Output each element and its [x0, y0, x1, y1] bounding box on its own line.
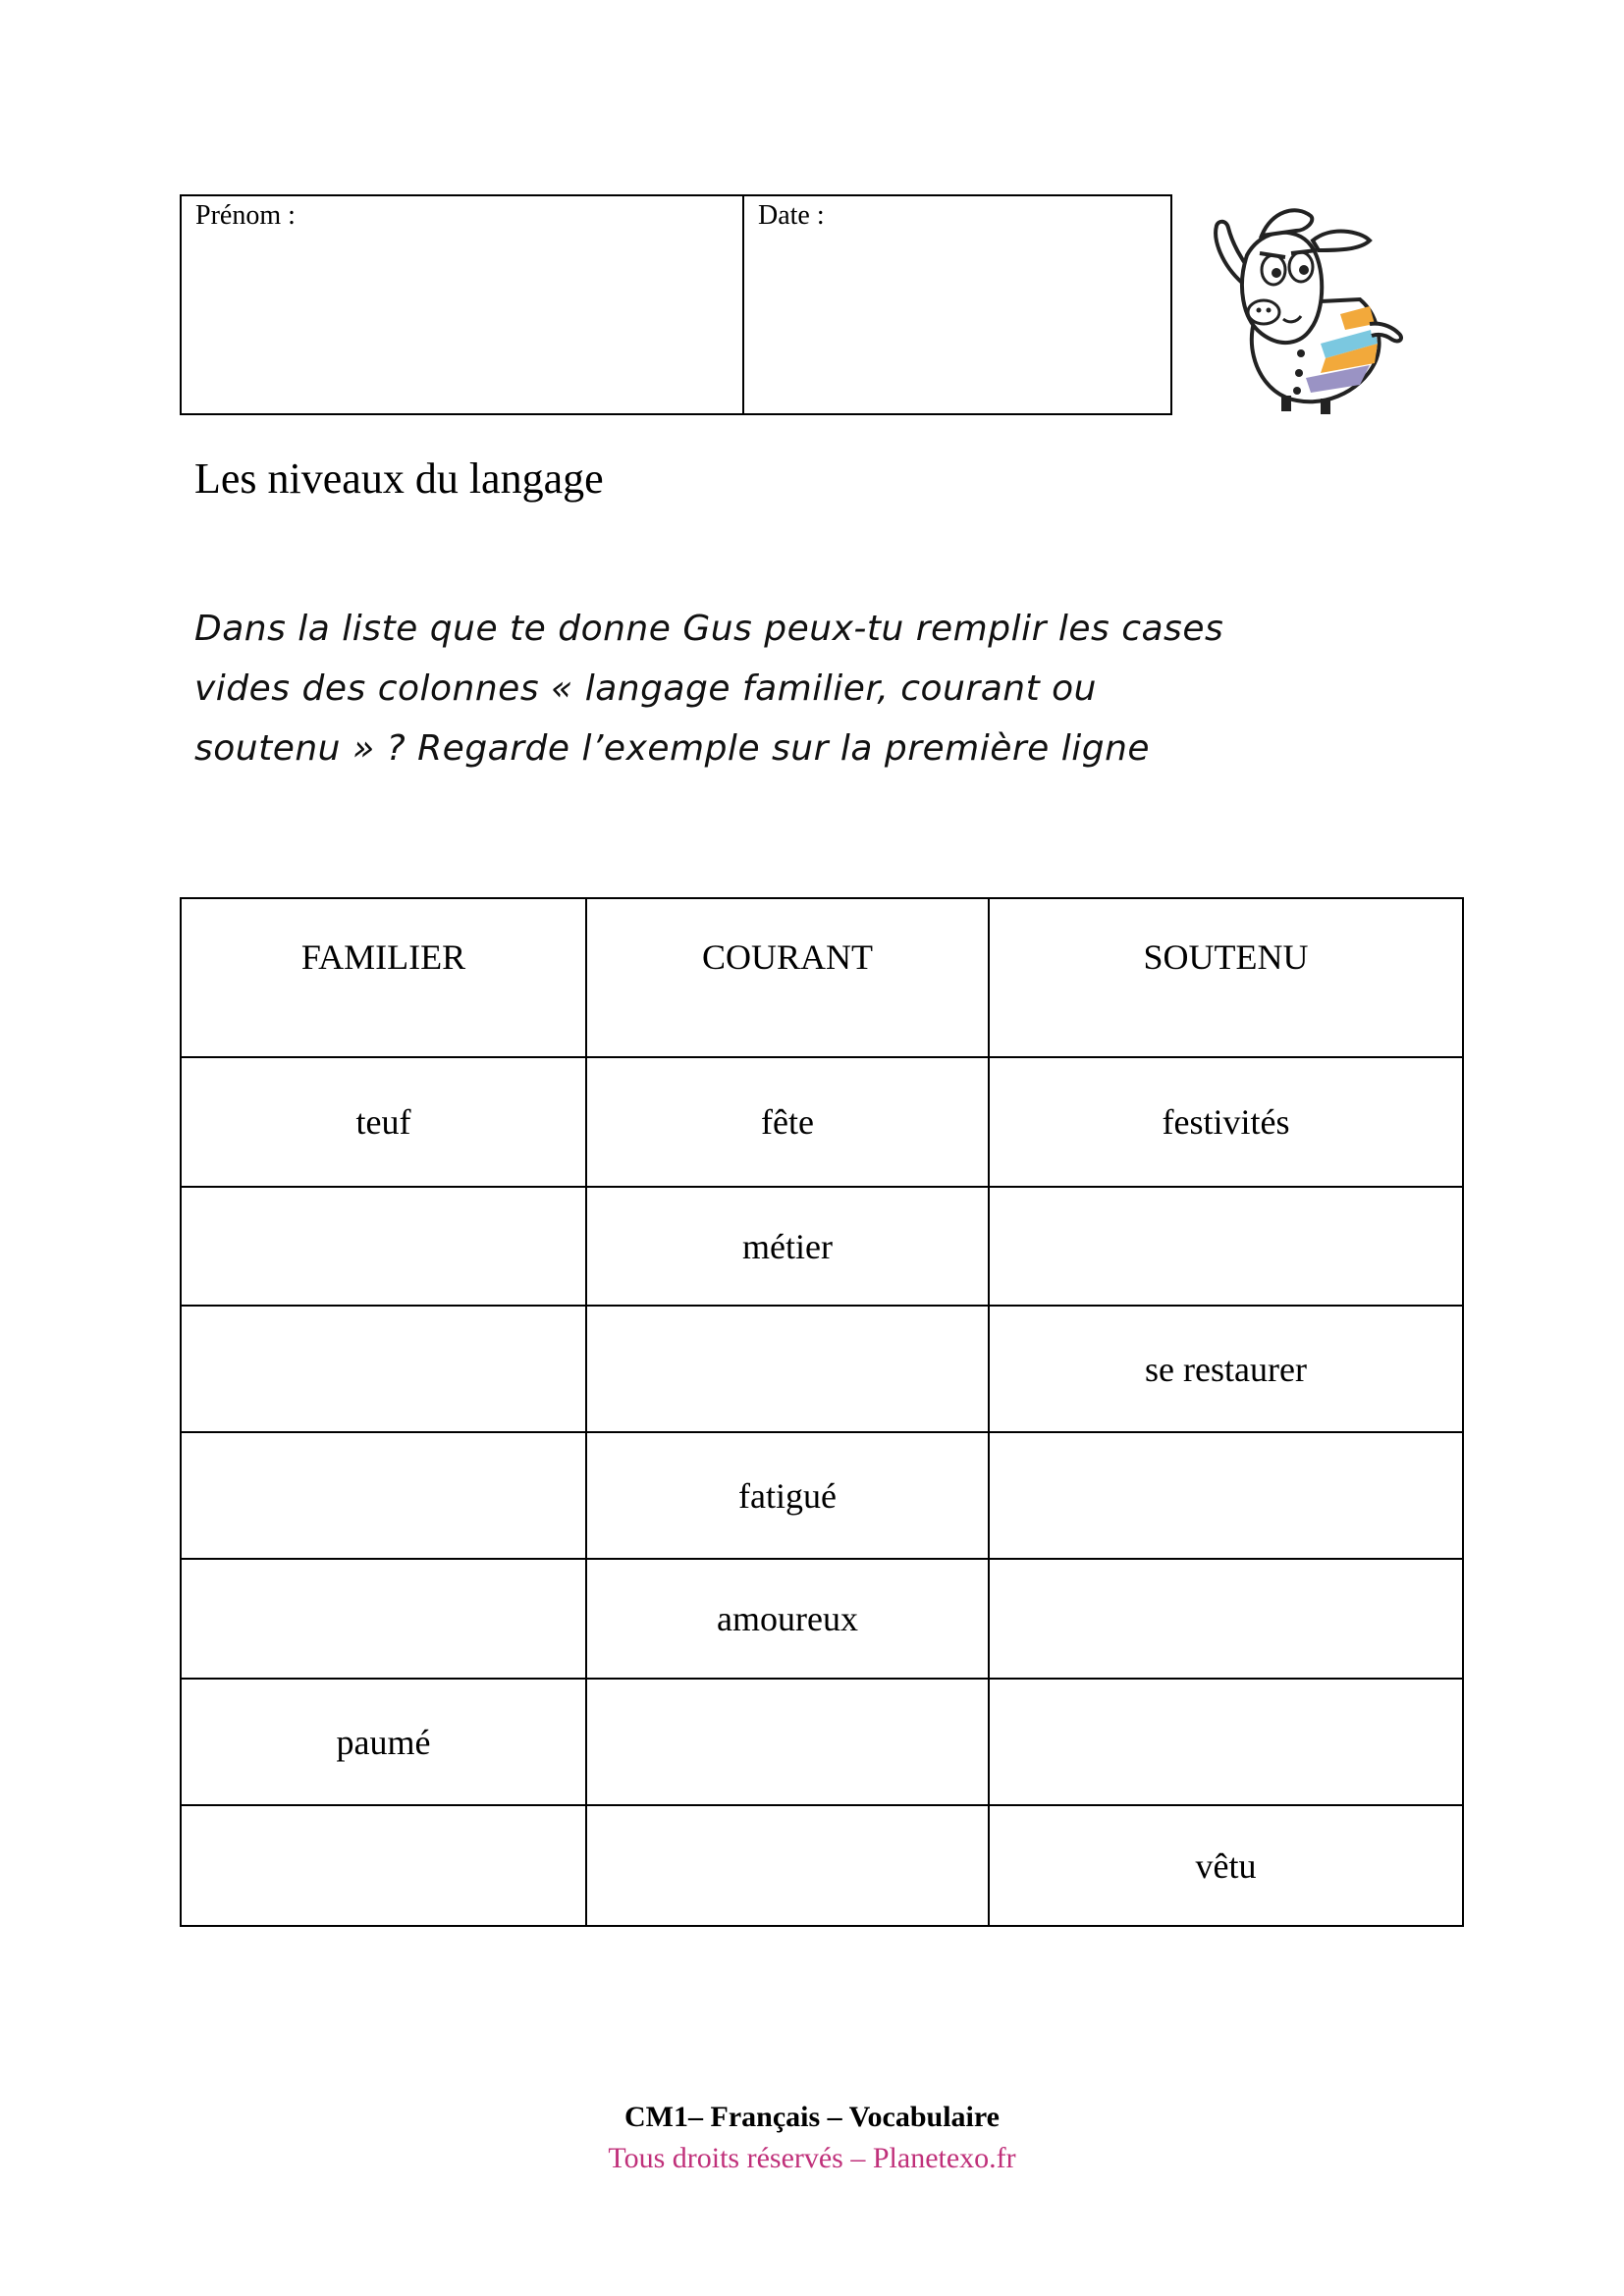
- table-cell: paumé: [181, 1679, 586, 1805]
- footer-copyright: Tous droits réservés – Planetexo.fr: [608, 2142, 1016, 2174]
- table-cell: fatigué: [586, 1432, 989, 1559]
- table-row: [181, 1432, 1463, 1559]
- table-cell[interactable]: [989, 1679, 1463, 1805]
- name-field[interactable]: [182, 196, 744, 413]
- table-row: [181, 1679, 1463, 1805]
- table-cell[interactable]: [181, 1306, 586, 1432]
- table-cell[interactable]: [586, 1805, 989, 1926]
- page-title: Les niveaux du langage: [194, 454, 604, 503]
- table-row: [181, 1187, 1463, 1306]
- table-row: [181, 1306, 1463, 1432]
- table-cell[interactable]: [586, 1679, 989, 1805]
- vocabulary-table: [180, 897, 1464, 1927]
- table-cell[interactable]: [989, 1187, 1463, 1306]
- instruction-text: [194, 599, 1412, 778]
- table-cell: vêtu: [989, 1805, 1463, 1926]
- table-cell: amoureux: [586, 1559, 989, 1679]
- table-header-row: [181, 898, 1463, 1057]
- column-header-courant: COURANT: [586, 898, 989, 1057]
- instruction-line: vides des colonnes « langage familier, courant ou: [194, 668, 1097, 709]
- date-field[interactable]: [744, 196, 1170, 413]
- date-label: Date :: [758, 200, 825, 231]
- column-header-familier: FAMILIER: [181, 898, 586, 1057]
- table-row: [181, 1805, 1463, 1926]
- table-row: [181, 1559, 1463, 1679]
- table-cell[interactable]: [989, 1559, 1463, 1679]
- student-info-box: [180, 194, 1172, 415]
- column-header-soutenu: SOUTENU: [989, 898, 1463, 1057]
- name-label: Prénom :: [195, 200, 296, 231]
- table-cell[interactable]: [181, 1187, 586, 1306]
- table-cell[interactable]: [586, 1306, 989, 1432]
- table-cell: métier: [586, 1187, 989, 1306]
- instruction-line: Dans la liste que te donne Gus peux-tu remplir les cases: [194, 609, 1224, 649]
- table-cell: festivités: [989, 1057, 1463, 1187]
- instruction-line: soutenu » ? Regarde l’exemple sur la première ligne: [194, 728, 1151, 769]
- table-cell: se restaurer: [989, 1306, 1463, 1432]
- table-cell: fête: [586, 1057, 989, 1187]
- footer-subject: CM1– Français – Vocabulaire: [624, 2101, 1000, 2133]
- table-cell[interactable]: [181, 1559, 586, 1679]
- table-cell: teuf: [181, 1057, 586, 1187]
- table-cell[interactable]: [181, 1432, 586, 1559]
- table-row: [181, 1057, 1463, 1187]
- sheep-mascot-icon: [1203, 196, 1414, 417]
- table-cell[interactable]: [181, 1805, 586, 1926]
- table-cell[interactable]: [989, 1432, 1463, 1559]
